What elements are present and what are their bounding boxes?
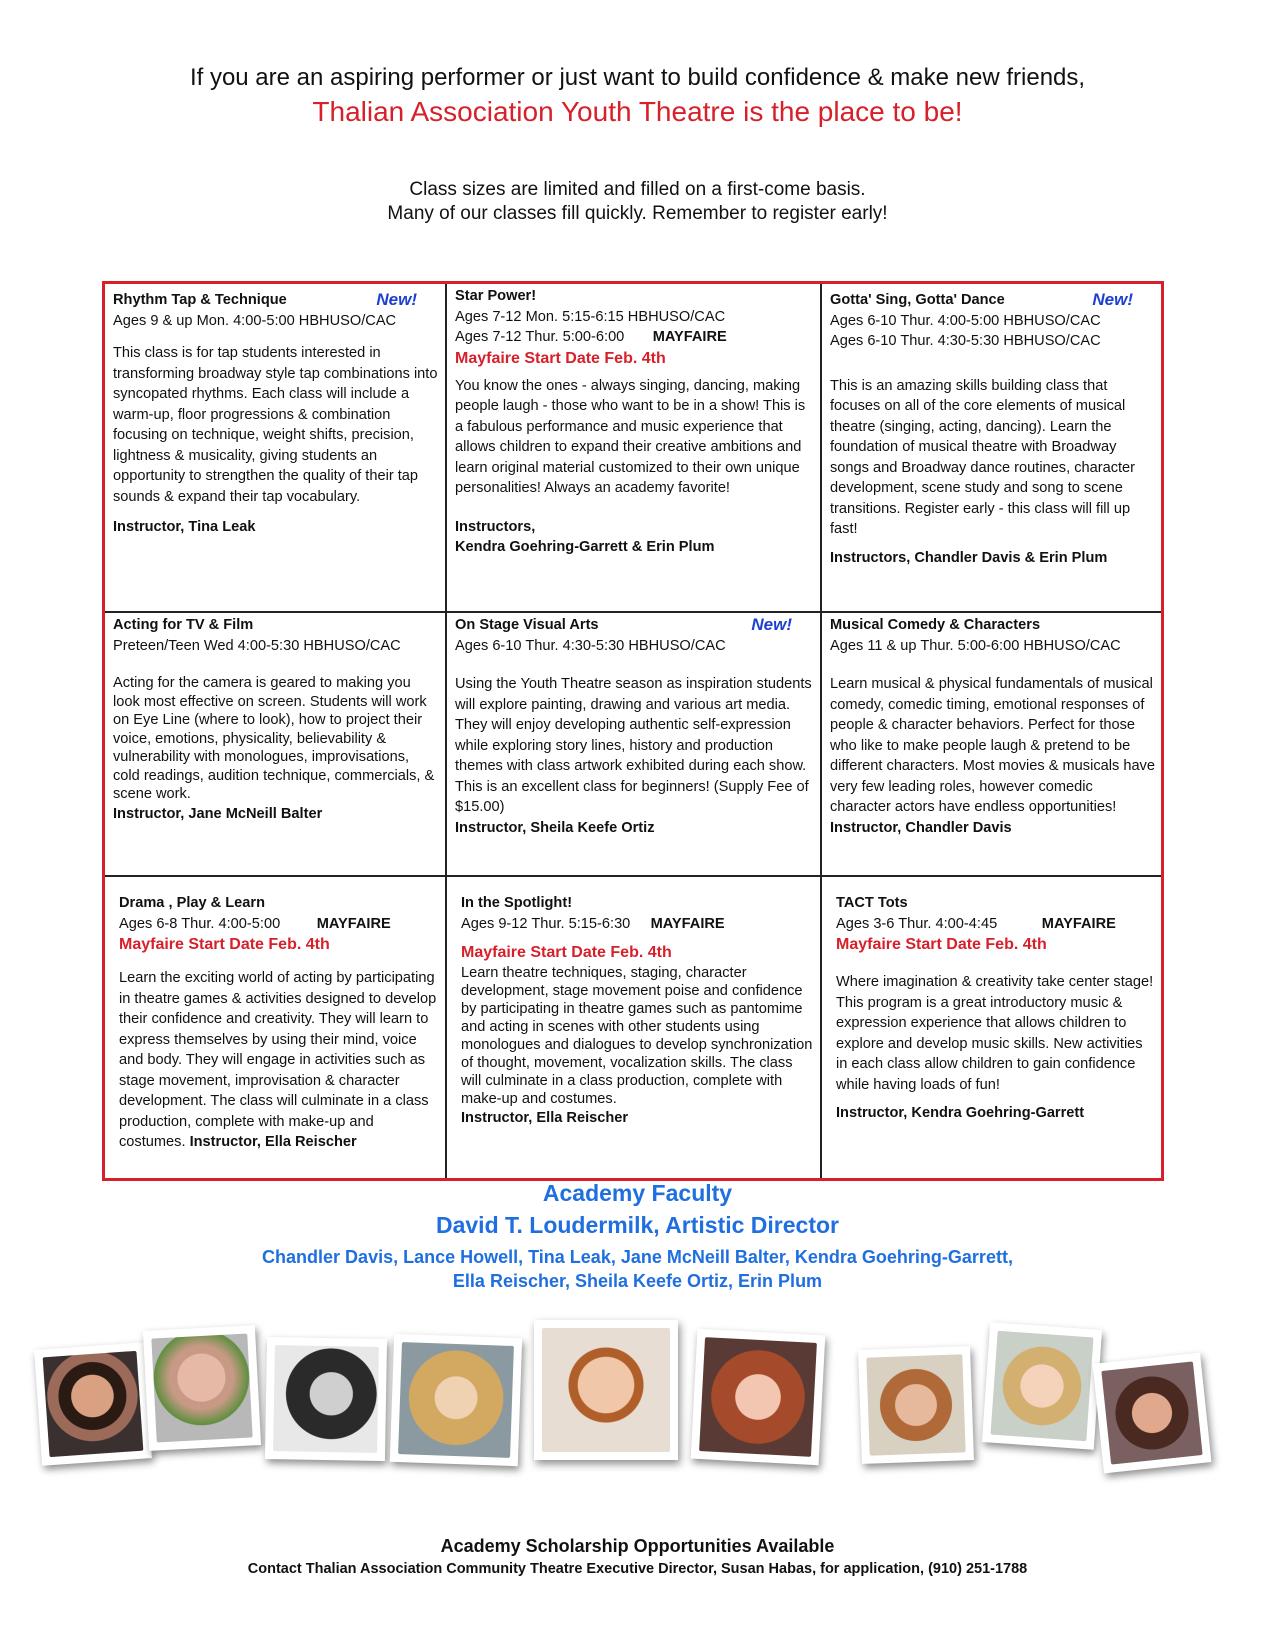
location-label: MAYFAIRE (1041, 915, 1116, 932)
faculty-names-1: Chandler Davis, Lance Howell, Tina Leak, Jane McNeill Balter, Kendra Goehring-Garrett, (262, 1247, 1013, 1267)
class-description: Where imagination & creativity take center stage! This program is a great introductory music & expression experience that allows children to explore and develop music skills. New activities in each class allow children to gain confidence while having loads of fun! (836, 974, 1154, 1093)
start-date: Mayfaire Start Date Feb. 4th (836, 936, 1047, 953)
class-description: This class is for tap students interested in transforming broadway style tap combinations into syncopated rhythms. Each class will include a warm-up, floor progressions & combination focusing on technique, weight shifts, precision, lightness & musicality, giving students an opportunity to strengthen the quality of their tap sounds & expand their tap vocabulary. (113, 345, 438, 505)
class-title: Gotta' Sing, Gotta' Dance (830, 292, 1005, 308)
class-description: Learn the exciting world of acting by participating in theatre games & activities designed to develop their confidence and creativity. They will learn to express themselves by using their mind, voice and body. They will engage in activities such as stage movement, improvisation & character development. The class will culminate in a class production, complete with make-up and costumes. Instructor, Ella Reischer (119, 970, 437, 1150)
class-instructor-names: Kendra Goehring-Garrett & Erin Plum (455, 539, 715, 555)
class-title: Drama , Play & Learn (119, 895, 266, 911)
faculty-photo (390, 1334, 522, 1466)
faculty-photo (1093, 1353, 1212, 1474)
faculty-names-2: Ella Reischer, Sheila Keefe Ortiz, Erin Plum (452, 1271, 823, 1291)
class-schedule: Ages 3-6 Thur. 4:00-4:45 MAYFAIRE (836, 915, 1116, 932)
class-schedule: Preteen/Teen Wed 4:00-5:30 HBHUSO/CAC (113, 637, 401, 654)
intro-line-1: If you are an aspiring performer or just want to build confidence & make new friends, (189, 64, 1086, 91)
location-label: MAYFAIRE (652, 329, 727, 345)
class-title: Acting for TV & Film (113, 617, 254, 633)
class-schedule: Ages 9 & up Mon. 4:00-5:00 HBHUSO/CAC (113, 312, 397, 329)
location-label: MAYFAIRE (650, 915, 725, 932)
class-description: Learn musical & physical fundamentals of musical comedy, comedic timing, emotional responses of people & character behaviors. Perfect for those who like to make people laugh & pretend to be different characters. Most movies & musicals have very few leading roles, however comedic character actors have endless opportunities! (830, 676, 1155, 815)
class-description: Learn theatre techniques, staging, character development, stage movement poise and confidence by participating in theatre games such as pantomime and acting in scenes with other students using monologues and dialogues to develop synchronization of thought, movement, vocalization skills. The class will culminate in a class production, complete with make-up and costumes. (461, 965, 813, 1107)
intro-tagline: Thalian Association Youth Theatre is the place to be! (312, 96, 963, 127)
class-instructor: Instructor, Ella Reischer (461, 1110, 629, 1126)
faculty-photo (691, 1329, 826, 1466)
class-schedule: Ages 6-10 Thur. 4:30-5:30 HBHUSO/CAC (830, 333, 1101, 349)
faculty-photo (982, 1322, 1102, 1450)
registration-notice (0, 178, 1275, 226)
faculty-photo (534, 1320, 678, 1460)
artistic-director: David T. Loudermilk, Artistic Director (435, 1212, 840, 1238)
class-title: Rhythm Tap & Technique (113, 292, 287, 308)
class-schedule: Ages 7-12 Thur. 5:00-6:00 MAYFAIRE (455, 329, 727, 345)
start-date: Mayfaire Start Date Feb. 4th (119, 936, 330, 953)
faculty-photo-strip (0, 1318, 1275, 1508)
footer (0, 1534, 1275, 1580)
class-schedule: Ages 6-8 Thur. 4:00-5:00 MAYFAIRE (119, 915, 391, 932)
class-title: TACT Tots (836, 895, 908, 911)
faculty-photo (265, 1337, 387, 1461)
class-cell-musical-comedy (822, 613, 1161, 877)
class-instructor: Instructor, Ella Reischer (189, 1134, 357, 1150)
class-title: On Stage Visual Arts (455, 617, 599, 633)
notice-line-1: Class sizes are limited and filled on a first-come basis. (409, 179, 866, 200)
contact-info: Contact Thalian Association Community Theatre Executive Director, Susan Habas, for application, (910) 251-1788 (247, 1561, 1028, 1577)
class-cell-gotta-sing (822, 284, 1161, 613)
notice-line-2: Many of our classes fill quickly. Remember to register early! (387, 203, 888, 224)
class-instructor: Instructors, (455, 518, 536, 535)
class-cell-drama-play (105, 877, 447, 1178)
class-schedule: Ages 6-10 Thur. 4:00-5:00 HBHUSO/CAC (830, 312, 1101, 329)
class-schedule: Ages 7-12 Mon. 5:15-6:15 HBHUSO/CAC (455, 308, 726, 325)
class-description: Using the Youth Theatre season as inspiration students will explore painting, drawing and various art media. They will enjoy developing authentic self-expression while exploring story lines, history and production themes with class artwork exhibited during each show. This is an excellent class for beginners! (Supply Fee of $15.00) (455, 676, 812, 815)
class-instructor: Instructor, Chandler Davis (830, 819, 1012, 836)
start-date: Mayfaire Start Date Feb. 4th (461, 944, 672, 961)
class-schedule: Ages 9-12 Thur. 5:15-6:30 MAYFAIRE (461, 915, 725, 932)
class-description: This is an amazing skills building class that focuses on all of the core elements of musical theatre (singing, acting, dancing). Learn the foundation of musical theatre with Broadway songs and Broadway dance routines, character development, scene study and song to scene transitions. Register early - this class will fill up fast! (830, 377, 1136, 537)
faculty-photo (34, 1342, 152, 1465)
start-date: Mayfaire Start Date Feb. 4th (455, 349, 666, 367)
class-cell-acting-tv (105, 613, 447, 877)
class-title: In the Spotlight! (461, 895, 573, 911)
new-badge: New! (376, 290, 417, 309)
class-grid (102, 281, 1164, 1181)
faculty-section (0, 1177, 1275, 1293)
class-instructor: Instructors, Chandler Davis & Erin Plum (830, 549, 1108, 566)
faculty-photo (143, 1325, 261, 1451)
class-cell-spotlight (447, 877, 822, 1178)
class-schedule: Ages 6-10 Thur. 4:30-5:30 HBHUSO/CAC (455, 637, 726, 654)
class-cell-visual-arts (447, 613, 822, 877)
class-schedule: Ages 11 & up Thur. 5:00-6:00 HBHUSO/CAC (830, 637, 1121, 654)
location-label: MAYFAIRE (316, 915, 391, 932)
class-cell-rhythm-tap (105, 284, 447, 613)
new-badge: New! (751, 615, 792, 634)
intro-text (0, 62, 1275, 130)
class-instructor: Instructor, Sheila Keefe Ortiz (455, 819, 655, 836)
class-instructor: Instructor, Kendra Goehring-Garrett (836, 1105, 1085, 1121)
faculty-photo (858, 1346, 974, 1464)
class-cell-tact-tots (822, 877, 1161, 1178)
new-badge: New! (1092, 290, 1133, 309)
class-description: Acting for the camera is geared to making you look most effective on screen. Students will work on Eye Line (where to look), how to project their voice, emotions, physicality, believability & vulnerability with monologues, improvisations, cold readings, audition technique, commercials, & scene work. (113, 675, 435, 802)
scholarship-heading: Academy Scholarship Opportunities Available (440, 1536, 835, 1556)
class-title: Star Power! (455, 288, 537, 304)
class-instructor: Instructor, Tina Leak (113, 519, 256, 535)
class-description: You know the ones - always singing, dancing, making people laugh - those who want to be in a show! This is a fabulous performance and music experience that allows children to expand their creative ambitions and learn original material customized to their own unique personalities! Always an academy favorite! (455, 377, 806, 496)
class-cell-star-power (447, 284, 822, 613)
faculty-heading: Academy Faculty (542, 1180, 733, 1206)
class-title: Musical Comedy & Characters (830, 617, 1041, 633)
class-instructor: Instructor, Jane McNeill Balter (113, 805, 323, 822)
